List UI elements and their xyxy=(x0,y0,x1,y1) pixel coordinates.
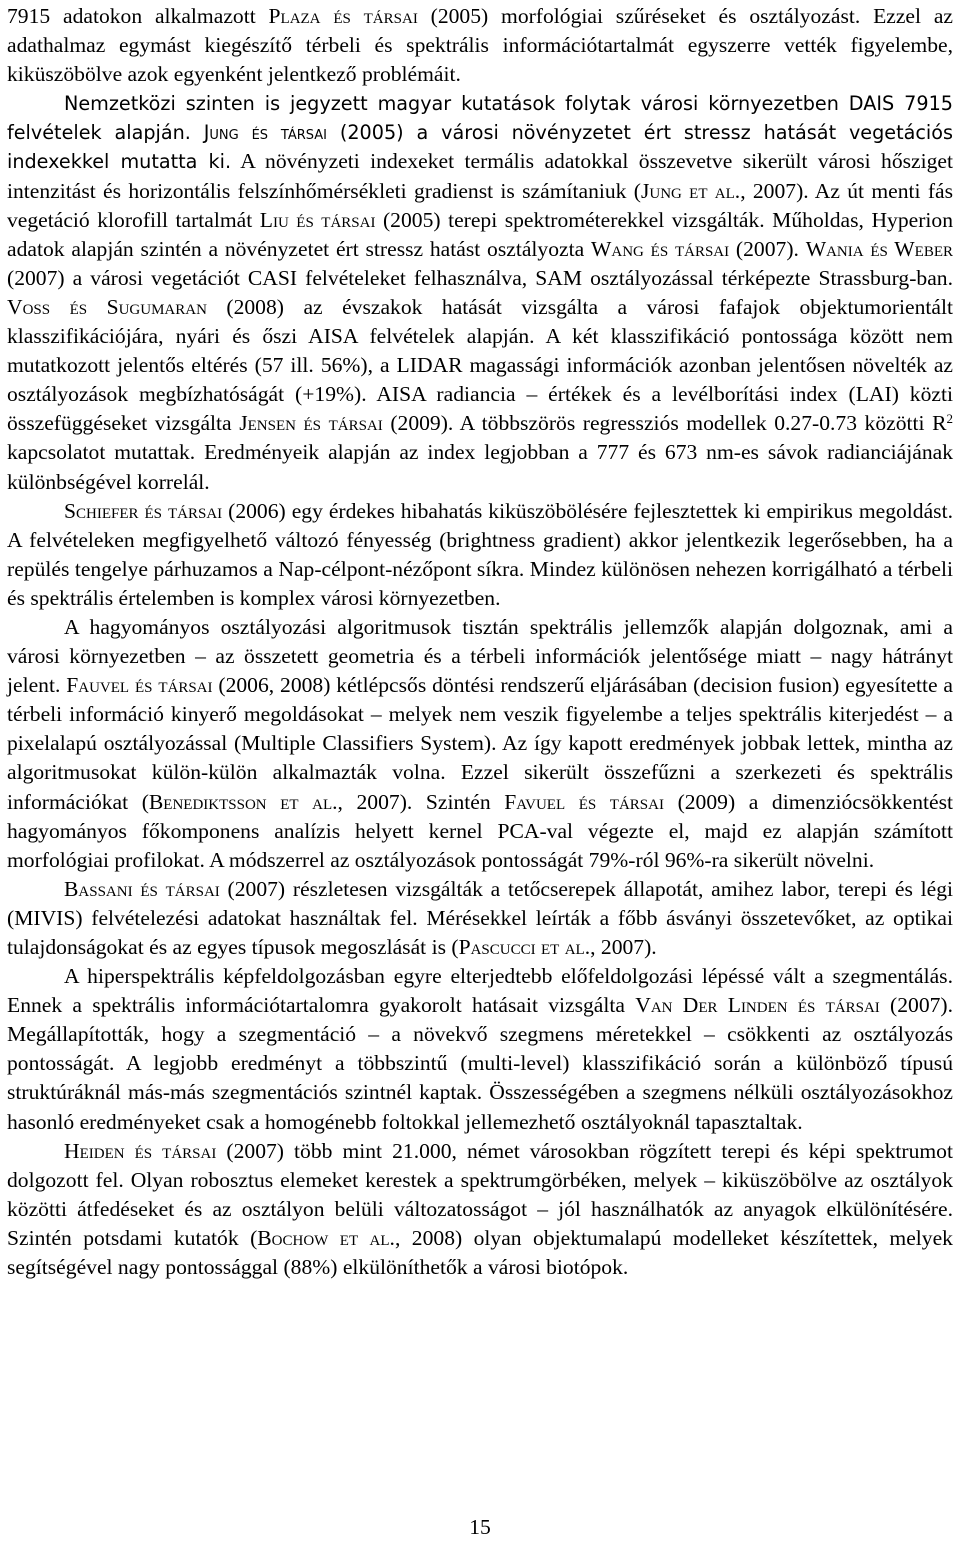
text-run: kapcsolatot mutattak. Eredményeik alapján az index legjobban a 777 és 673 nm-es sávok radianciájának különbségével korrelál. xyxy=(7,440,953,494)
citation-author: Schiefer és társai xyxy=(64,498,223,523)
citation-author: Bassani és társai xyxy=(64,876,220,901)
text-run: (2006, 2008) kétlépcsős döntési rendszerű eljárásában (decision fusion) egyesítette a térbeli információ kinyerő megoldásokat – melyek nem veszik figyelembe a teljes spektrális kiterjedést – a pixelalapú osztályozással (Multiple Classifiers System). Az így kapott eredmények jobbak lettek, mintha az algoritmusokat külön-külön alkalmazták volna. Ezzel sikerült összefűzni a szerkezeti és spektrális információkat ( xyxy=(7,673,954,814)
paragraph xyxy=(7,89,953,496)
paragraph xyxy=(7,2,953,89)
citation-author: Voss és Sugumaran xyxy=(7,294,207,319)
page-number: 15 xyxy=(469,1515,491,1539)
text-run: (2009). A többszörös regressziós modellek 0.27-0.73 közötti R xyxy=(382,411,947,436)
superscript: 2 xyxy=(946,411,953,427)
text-run: A hagyományos osztályozási algoritmusok tisztán spektrális jellemzők alapján dolgoznak, ami a városi környezetben – az összetett geometria és a térbeli információk jelentősége miatt – nagy hátrányt jelent. xyxy=(7,614,953,698)
text-run: (2008) az évszakok hatását vizsgálta a városi fafajok objektumorientált klasszifikációjára, nyári és őszi AISA felvételek alapján. A két klasszifikáció pontossága között nem mutatkozott jelentős eltérés (57 ill. 56%), a LIDAR magassági információk azonban jelentősen növelték az osztályozások megbízhatóságát (+19%). AISA radiancia – értékek és a levélborítási index (LAI) közti összefüggéseket vizsgálta xyxy=(7,294,953,436)
text-run: (2007) több mint 21.000, német városokban rögzített terepi és képi spektrumot dolgozott fel. Olyan robosztus elemeket kerestek a spektrumgörbéken, melyek – kiküszöbölve az osztályok közötti átfedéseket és az osztályon belüli változatosságot – jól használhatók az anyagok elkülönítésére. Szintén potsdami kutatók ( xyxy=(7,1138,953,1250)
citation-author: Jung et al. xyxy=(640,178,741,203)
text-run: (2009) a dimenziócsökkentést hagyományos főkomponens analízis helyett kernel PCA-val végezte el, majd ez alapján számított morfológiai profilokat. A módszerrel az osztályozások pontosságát 79%-ról 96%-ra sikerült növelni. xyxy=(7,789,953,872)
text-run: (2007) a városi vegetációt CASI felvételeket felhasználva, SAM osztályozással térképezte Strassburg-ban. xyxy=(7,265,953,290)
text-run: (2005) morfológiai szűréseket és osztályozást. Ezzel az adathalmaz egymást kiegészítő térbeli és spektrális információtartalmát egyszerre vették figyelembe, kiküszöbölve azok egyenként jelentkező problémáit. xyxy=(7,4,954,87)
citation-author: Favuel és társai xyxy=(504,789,664,814)
citation-author: Wang és társai xyxy=(590,236,730,261)
text-run: , 2007). xyxy=(590,935,657,959)
text-run: (2005) terepi spektrométerekkel vizsgálták. Műholdas, Hyperion adatok alapján szintén a növényzetet ért stressz hatást osztályozta xyxy=(7,207,954,261)
text-run: (2007) részletesen vizsgálták a tetőcserepek állapotát, amihez labor, terepi és légi (MIVIS) felvételezési adatokat használtak fel. Mérésekkel leírták a főbb ásványi összetevőket, az optikai tulajdonságokat és az egyes típusok megoszlását is ( xyxy=(7,876,953,959)
paragraph xyxy=(7,875,953,962)
citation-author: Bochow et al. xyxy=(257,1225,395,1250)
citation-author: Liu és társai xyxy=(259,207,376,232)
citation-author: Jung és társai xyxy=(203,121,327,145)
text-run: , 2007). Szintén xyxy=(337,789,505,814)
text-run: (2005) a városi növényzetet ért stressz hatását vegetációs indexekkel mutatta ki. xyxy=(7,121,953,174)
text-run: (2007). Megállapították, hogy a szegmentáció – a növekvő szegmens méretekkel – csökkenti az osztályozás pontosságát. A legjobb eredményt a többszintű (multi-level) klasszifikáció során a különböző típusú struktúráknál más-más szegmentációs szintnél kaptak. Összességében a szegmens nélküli osztályozásokhoz hasonló eredményeket csak a homogénebb foltokkal jellemezhető osztályoknál tapasztaltak. xyxy=(7,993,954,1134)
citation-author: Heiden és társai xyxy=(64,1138,217,1163)
paragraph xyxy=(7,962,953,1137)
citation-author: Benediktsson et al. xyxy=(148,789,338,814)
paragraph xyxy=(7,613,953,875)
document-body xyxy=(7,2,953,1282)
citation-author: Plaza és társai xyxy=(268,4,418,28)
citation-author: Wania és Weber xyxy=(805,236,953,261)
text-run: , 2007). Az út menti fás vegetáció klorofill tartalmát xyxy=(7,178,953,232)
citation-author: Pascucci et al. xyxy=(458,935,591,959)
paragraph xyxy=(7,1137,953,1282)
paragraph xyxy=(7,497,953,613)
text-run: , 2008) olyan objektumalapú modelleket készítettek, melyek segítségével nagy pontossággal (88%) elkülöníthetők a városi biotópok. xyxy=(7,1225,953,1280)
citation-author: Van Der Linden és társai xyxy=(635,993,880,1018)
text-run: (2006) egy érdekes hibahatás kiküszöbölésére fejlesztettek ki empirikus megoldást. A felvételeken megfigyelhető változó fényesség (brightness gradient) akkor jelentkezik legerősebben, ha a repülés tengelye párhuzamos a Nap-célpont-nézőpont síkra. Mindez különösen nehezen korrigálható a térbeli és spektrális értelemben is komplex városi környezetben. xyxy=(7,498,953,610)
text-run: (2007). xyxy=(729,236,806,261)
text-run: 7915 adatokon alkalmazott xyxy=(7,4,269,28)
text-run: Nemzetközi szinten is jegyzett magyar kutatások folytak városi környezetben DAIS 7915 felvételek alapján. xyxy=(7,92,953,145)
citation-author: Fauvel és társai xyxy=(66,673,213,698)
text-run: A növényzeti indexeket termális adatokkal összevetve sikerült városi hősziget intenzitást és horizontális felszínhőmérsékleti gradienst is számítaniuk ( xyxy=(7,149,953,203)
citation-author: Jensen és társai xyxy=(239,411,383,436)
text-run: A hiperspektrális képfeldolgozásban egyre elterjedtebb előfeldolgozási lépéssé vált a szegmentálás. Ennek a spektrális információtartalomra gyakorolt hatásait vizsgálta xyxy=(7,964,953,1018)
